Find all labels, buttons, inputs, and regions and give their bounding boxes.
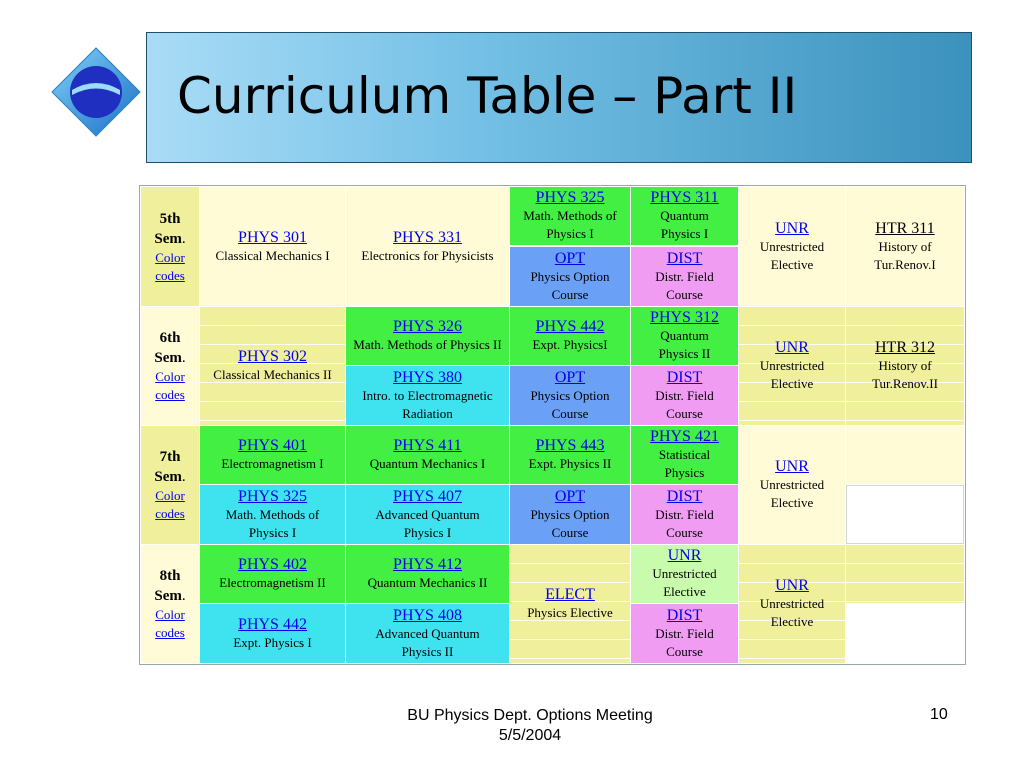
course-code-link[interactable]: PHYS 311 (650, 189, 719, 206)
course-cell (739, 307, 845, 425)
course-cell (631, 247, 738, 306)
semester-number: 8th (159, 568, 181, 584)
course-cell (739, 426, 845, 544)
course-code-link[interactable]: DIST (666, 606, 703, 624)
course-code-link[interactable]: PHYS 412 (393, 556, 462, 573)
course-name: Physics Option Course (530, 506, 610, 540)
title-banner (146, 32, 972, 163)
course-name: Advanced Quantum Physics I (375, 506, 480, 540)
course-cell (631, 426, 738, 484)
empty-cell (846, 604, 964, 663)
empty-cell (846, 485, 964, 544)
course-cell (739, 545, 845, 663)
course-cell (510, 307, 630, 365)
course-code-link[interactable]: PHYS 442 (535, 318, 605, 335)
course-cell (631, 604, 738, 663)
course-cell (631, 545, 738, 603)
course-name: Math. Methods of Physics I (523, 208, 617, 241)
course-cell (346, 426, 509, 484)
semester-label: 8th Sem. Color codes (141, 545, 199, 663)
logo-icon (50, 46, 142, 138)
semester-word: Sem (154, 350, 182, 366)
course-code-link[interactable]: DIST (666, 487, 703, 505)
course-code-link[interactable]: PHYS 408 (393, 606, 462, 624)
course-name: Quantum Physics I (660, 208, 709, 241)
course-cell (200, 604, 345, 663)
footer-title: BU Physics Dept. Options Meeting (407, 707, 653, 724)
course-cell (510, 187, 630, 245)
course-code-link[interactable]: UNR (667, 547, 702, 564)
course-code-link[interactable]: PHYS 442 (238, 615, 307, 633)
course-name: Advanced Quantum Physics II (375, 625, 480, 659)
course-name: Statistical Physics (658, 447, 711, 480)
course-name: Classical Mechanics II (213, 367, 332, 382)
course-cell (200, 307, 345, 425)
course-name: Electromagnetism II (219, 575, 326, 590)
course-name: Quantum Mechanics II (367, 575, 488, 590)
course-name: Expt. PhysicsI (532, 337, 608, 352)
footer (340, 706, 720, 746)
course-code-link[interactable]: OPT (554, 368, 586, 386)
color-codes-link[interactable]: Color codes (155, 488, 185, 521)
course-name: History of Tur.Renov.I (874, 238, 936, 272)
course-code-link[interactable]: UNR (775, 219, 809, 237)
course-name: Unrestricted Elective (759, 477, 825, 510)
empty-cell (846, 545, 964, 603)
course-cell (200, 485, 345, 544)
course-code-link[interactable]: PHYS 302 (238, 348, 307, 365)
course-name: Distr. Field Course (655, 387, 714, 421)
course-name: History of Tur.Renov.II (872, 358, 938, 391)
course-name: Physics Elective (527, 605, 613, 620)
course-code-link[interactable]: DIST (666, 249, 703, 267)
semester-word: Sem (154, 469, 182, 485)
course-cell (739, 187, 845, 306)
semester-label: 7th Sem. Color codes (141, 426, 199, 544)
course-code-link[interactable]: DIST (666, 368, 703, 386)
course-code-link[interactable]: PHYS 380 (393, 368, 462, 386)
course-name: Math. Methods of Physics II (353, 337, 502, 352)
course-name: Physics Option Course (530, 387, 610, 421)
course-code-link[interactable]: OPT (554, 249, 586, 267)
course-cell (510, 485, 630, 544)
semester-word: Sem (154, 230, 182, 247)
course-cell (510, 426, 630, 484)
course-code-link[interactable]: ELECT (545, 586, 595, 603)
page-number: 10 (930, 706, 948, 723)
course-cell (510, 247, 630, 306)
course-code-link[interactable]: PHYS 326 (393, 318, 462, 335)
slide-title: Curriculum Table – Part II (177, 67, 798, 125)
course-code-link[interactable]: UNR (775, 577, 809, 594)
semester-word: Sem (154, 588, 182, 604)
course-cell (200, 187, 345, 306)
course-name: Distr. Field Course (655, 268, 714, 302)
course-code-link[interactable]: PHYS 402 (238, 556, 307, 573)
course-cell (200, 426, 345, 484)
course-name: Distr. Field Course (655, 625, 714, 659)
course-cell (200, 545, 345, 603)
course-code-link[interactable]: PHYS 331 (393, 228, 462, 246)
semester-number: 7th (159, 449, 181, 465)
course-cell (346, 307, 509, 365)
course-cell (510, 545, 630, 663)
course-code-link[interactable]: OPT (554, 487, 586, 505)
color-codes-link[interactable]: Color codes (155, 249, 185, 283)
course-name: Electromagnetism I (221, 456, 324, 471)
course-code-link[interactable]: PHYS 421 (650, 428, 719, 445)
course-name: Intro. to Electromagnetic Radiation (362, 387, 493, 421)
course-cell (346, 485, 509, 544)
footer-date: 5/5/2004 (498, 727, 562, 744)
course-code-link[interactable]: PHYS 401 (238, 437, 307, 454)
semester-label: 6th Sem. Color codes (141, 307, 199, 425)
course-name: Quantum Physics II (658, 328, 711, 361)
course-name: Expt. Physics I (233, 634, 312, 650)
course-name: Quantum Mechanics I (369, 456, 486, 471)
course-name: Unrestricted Elective (759, 596, 825, 629)
course-cell (631, 485, 738, 544)
semester-number: 6th (159, 330, 181, 346)
course-code-link[interactable]: HTR 311 (875, 219, 935, 237)
course-cell (631, 187, 738, 245)
course-code-link[interactable]: PHYS 312 (650, 309, 719, 326)
course-name: Physics Option Course (530, 268, 610, 302)
course-name: Expt. Physics II (528, 456, 612, 471)
course-cell (346, 366, 509, 425)
course-name: Unrestricted Elective (652, 566, 717, 599)
course-code-link[interactable]: PHYS 411 (393, 437, 462, 454)
course-name: Math. Methods of Physics I (225, 506, 320, 540)
course-name: Electronics for Physicists (361, 247, 494, 263)
course-cell (346, 545, 509, 603)
course-cell (510, 366, 630, 425)
semester-number: 5th (159, 210, 181, 227)
course-cell (846, 307, 964, 425)
course-cell (346, 187, 509, 306)
course-code-link[interactable]: UNR (775, 458, 809, 475)
course-code-link[interactable]: PHYS 443 (535, 437, 605, 454)
course-code-link[interactable]: HTR 312 (875, 339, 935, 356)
course-cell (346, 604, 509, 663)
course-name: Distr. Field Course (655, 506, 714, 540)
semester-label: 5th Sem. Color codes (141, 187, 199, 306)
course-code-link[interactable]: UNR (775, 339, 809, 356)
color-codes-link[interactable]: Color codes (155, 607, 185, 640)
empty-cell (846, 426, 964, 484)
course-code-link[interactable]: PHYS 325 (535, 189, 605, 206)
course-name: Unrestricted Elective (759, 238, 825, 272)
course-code-link[interactable]: PHYS 407 (393, 487, 462, 505)
course-name: Unrestricted Elective (759, 358, 825, 391)
course-code-link[interactable]: PHYS 325 (238, 487, 307, 505)
course-name: Classical Mechanics I (215, 247, 330, 263)
course-cell (631, 307, 738, 365)
course-code-link[interactable]: PHYS 301 (238, 228, 307, 246)
course-cell (846, 187, 964, 306)
color-codes-link[interactable]: Color codes (155, 369, 185, 402)
course-cell (631, 366, 738, 425)
